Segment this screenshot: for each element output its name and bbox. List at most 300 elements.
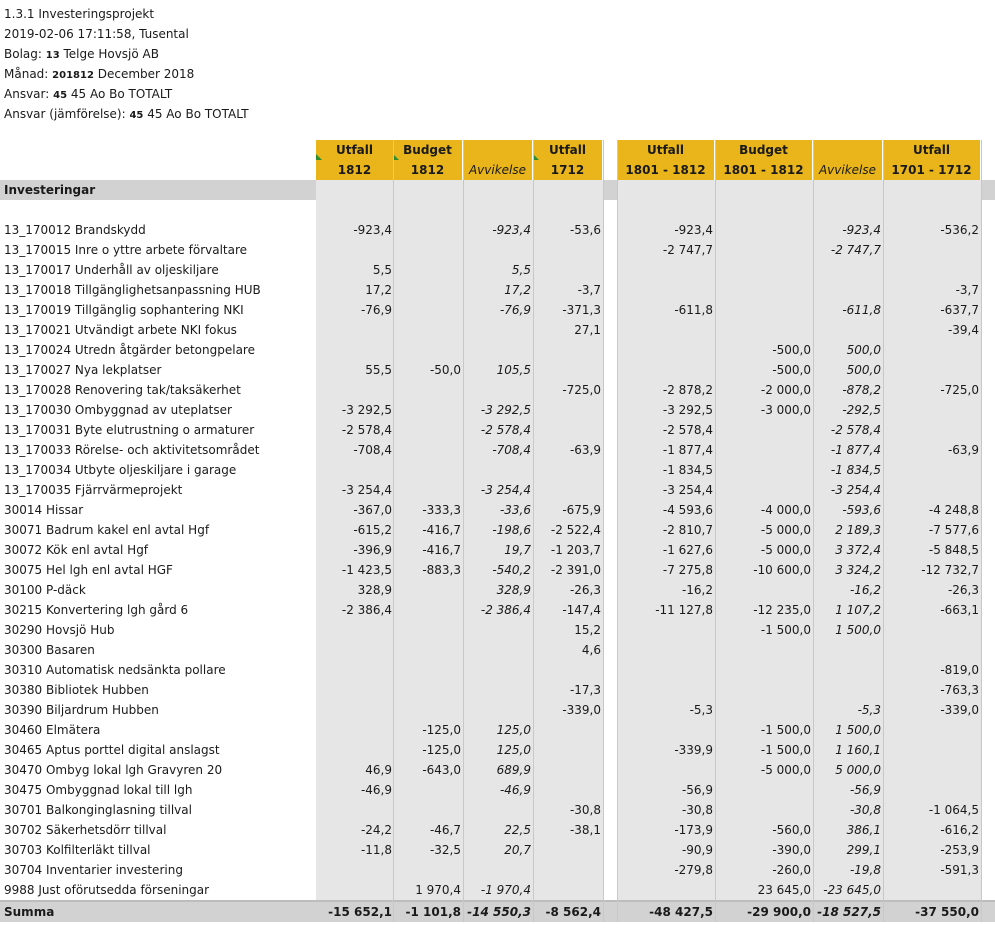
value-cell (393, 440, 463, 460)
value-cell: -1 101,8 (405, 905, 461, 919)
value-cell (533, 660, 603, 680)
value-cell: -56,9 (849, 783, 881, 797)
value-cell: 46,9 (365, 763, 392, 777)
value-cell (813, 640, 883, 660)
table-row (0, 240, 995, 260)
value-cell (883, 460, 981, 480)
value-cell (533, 400, 603, 420)
column-shade (617, 200, 715, 220)
value-cell (715, 700, 813, 720)
value-cell: -3 254,4 (341, 483, 392, 497)
value-cell: -1 500,0 (760, 743, 811, 757)
value-cell: -37 550,0 (915, 905, 979, 919)
column-header (813, 140, 883, 160)
table-row (0, 360, 995, 380)
value-cell: -367,0 (353, 503, 392, 517)
table-row (0, 860, 995, 880)
value-cell: -2 000,0 (760, 383, 811, 397)
row-label: 30014 Hissar (4, 503, 84, 517)
value-cell: -17,3 (569, 683, 601, 697)
value-cell: -33,6 (499, 503, 531, 517)
value-cell (617, 620, 715, 640)
value-cell (533, 460, 603, 480)
value-cell (715, 680, 813, 700)
value-cell (393, 260, 463, 280)
value-cell (463, 320, 533, 340)
value-cell: -4 000,0 (760, 503, 811, 517)
column-header: 1712 (533, 160, 603, 180)
value-cell (463, 860, 533, 880)
column-header: 1812 (393, 160, 463, 180)
value-cell (715, 240, 813, 260)
value-cell (715, 580, 813, 600)
column-header: Utfall (316, 140, 394, 160)
row-label: 13_170027 Nya lekplatser (4, 363, 162, 377)
value-cell (883, 240, 981, 260)
value-cell (617, 340, 715, 360)
row-label: 13_170012 Brandskydd (4, 223, 146, 237)
value-cell (393, 280, 463, 300)
value-cell: -923,4 (674, 223, 713, 237)
value-cell: -611,8 (674, 303, 713, 317)
value-cell: -923,4 (353, 223, 392, 237)
value-cell: -3,7 (577, 283, 601, 297)
value-cell: -16,2 (849, 583, 881, 597)
value-cell: -16,2 (681, 583, 713, 597)
value-cell: -637,7 (940, 303, 979, 317)
value-cell: -339,0 (940, 703, 979, 717)
table-row (0, 680, 995, 700)
value-cell: -29 900,0 (747, 905, 811, 919)
value-cell (715, 780, 813, 800)
row-label: 30465 Aptus porttel digital anslagst (4, 743, 220, 757)
value-cell: -5 000,0 (760, 543, 811, 557)
value-cell: -279,8 (674, 863, 713, 877)
table-row (0, 740, 995, 760)
table-row (0, 660, 995, 680)
table-row (0, 840, 995, 860)
value-cell: -46,7 (429, 823, 461, 837)
manad-label: Månad: (4, 67, 49, 81)
value-cell: 1 500,0 (835, 723, 881, 737)
column-separator (715, 140, 716, 922)
value-cell: -663,1 (940, 603, 979, 617)
value-cell: -2 386,4 (341, 603, 392, 617)
value-cell: -253,9 (940, 843, 979, 857)
column-shade (883, 180, 981, 200)
table-row (0, 440, 995, 460)
row-label: 30703 Kolfilterläkt tillval (4, 843, 151, 857)
row-label: 30215 Konvertering lgh gård 6 (4, 603, 189, 617)
value-cell: 1 107,2 (835, 603, 881, 617)
column-header: 1801 - 1812 (715, 160, 813, 180)
value-cell (883, 760, 981, 780)
value-cell: 125,0 (496, 743, 531, 757)
value-cell (883, 880, 981, 900)
value-cell (316, 340, 394, 360)
row-label: 13_170030 Ombyggnad av uteplatser (4, 403, 232, 417)
value-cell (393, 300, 463, 320)
value-cell: 27,1 (574, 323, 601, 337)
value-cell: -1 834,5 (662, 463, 713, 477)
column-header: Utfall (883, 140, 981, 160)
column-shade (715, 180, 813, 200)
table-row (0, 380, 995, 400)
value-cell: -63,9 (947, 443, 979, 457)
value-cell: 328,9 (496, 583, 531, 597)
table-row (0, 460, 995, 480)
column-header: Utfall (533, 140, 603, 160)
value-cell (393, 620, 463, 640)
table-row (0, 220, 995, 240)
table-row (0, 280, 995, 300)
value-cell: 328,9 (357, 583, 392, 597)
value-cell: -63,9 (569, 443, 601, 457)
value-cell (617, 640, 715, 660)
value-cell: -3 292,5 (480, 403, 531, 417)
manad-code: 201812 (52, 70, 94, 81)
table-row (0, 800, 995, 820)
value-cell (533, 720, 603, 740)
column-header: Avvikelse (813, 160, 883, 180)
value-cell (813, 320, 883, 340)
row-label: 13_170028 Renovering tak/taksäkerhet (4, 383, 241, 397)
value-cell: -2 391,0 (550, 563, 601, 577)
column-header: Budget (393, 140, 463, 160)
manad-name: December 2018 (97, 67, 195, 81)
value-cell: -2 747,7 (830, 243, 881, 257)
value-cell: -1 627,6 (662, 543, 713, 557)
row-label: 13_170033 Rörelse- och aktivitetsområdet (4, 443, 260, 457)
column-shade (533, 180, 603, 200)
value-cell (617, 280, 715, 300)
value-cell: -7 577,6 (928, 523, 979, 537)
value-cell: 299,1 (846, 843, 881, 857)
value-cell (715, 440, 813, 460)
value-cell: -2 747,7 (662, 243, 713, 257)
value-cell: -416,7 (422, 543, 461, 557)
value-cell: -76,9 (499, 303, 531, 317)
column-shade (715, 200, 813, 220)
value-cell: -725,0 (562, 383, 601, 397)
value-cell: 2 189,3 (835, 523, 881, 537)
column-shade (393, 180, 463, 200)
value-cell: -90,9 (681, 843, 713, 857)
column-separator (981, 140, 982, 922)
value-cell: -339,9 (674, 743, 713, 757)
value-cell: -615,2 (353, 523, 392, 537)
column-separator (603, 140, 604, 922)
header-row-top (0, 140, 995, 160)
value-cell: -333,3 (422, 503, 461, 517)
value-cell (393, 860, 463, 880)
row-label: 30310 Automatisk nedsänkta pollare (4, 663, 226, 677)
value-cell (533, 760, 603, 780)
column-separator (533, 140, 534, 922)
value-cell: -18 527,5 (817, 905, 881, 919)
value-cell (393, 680, 463, 700)
table-row (0, 400, 995, 420)
value-cell: -4 248,8 (928, 503, 979, 517)
value-cell: -260,0 (772, 863, 811, 877)
value-cell: 15,2 (574, 623, 601, 637)
value-cell (617, 760, 715, 780)
value-cell (463, 340, 533, 360)
table-row (0, 300, 995, 320)
value-cell: -2 810,7 (662, 523, 713, 537)
value-cell: -1 970,4 (480, 883, 531, 897)
value-cell (883, 780, 981, 800)
value-cell: -30,8 (569, 803, 601, 817)
column-shade (463, 200, 533, 220)
bolag-name: Telge Hovsjö AB (63, 47, 159, 61)
row-label: 30071 Badrum kakel enl avtal Hgf (4, 523, 210, 537)
value-cell: -2 386,4 (480, 603, 531, 617)
row-label: 30300 Basaren (4, 643, 95, 657)
value-cell: 125,0 (496, 723, 531, 737)
value-cell: -643,0 (422, 763, 461, 777)
value-cell (715, 640, 813, 660)
value-cell: -923,4 (492, 223, 531, 237)
value-cell (533, 860, 603, 880)
value-cell: -591,3 (940, 863, 979, 877)
table-row (0, 560, 995, 580)
value-cell: -3 292,5 (341, 403, 392, 417)
value-cell: -12 732,7 (921, 563, 979, 577)
value-cell (533, 840, 603, 860)
value-cell (533, 740, 603, 760)
table-row (0, 540, 995, 560)
row-label: 13_170035 Fjärrvärmeprojekt (4, 483, 183, 497)
value-cell: -38,1 (569, 823, 601, 837)
value-cell (316, 320, 394, 340)
row-label: 13_170034 Utbyte oljeskiljare i garage (4, 463, 237, 477)
column-header: 1801 - 1812 (617, 160, 715, 180)
value-cell (316, 240, 394, 260)
value-cell: -147,4 (562, 603, 601, 617)
ansvar-label: Ansvar: (4, 87, 50, 101)
value-cell: -725,0 (940, 383, 979, 397)
value-cell (316, 680, 394, 700)
value-cell: -5 000,0 (760, 763, 811, 777)
value-cell: -593,6 (842, 503, 881, 517)
value-cell: -4 593,6 (662, 503, 713, 517)
value-cell (715, 480, 813, 500)
spacer-row (0, 200, 995, 220)
value-cell: -1 877,4 (662, 443, 713, 457)
value-cell: 5 000,0 (835, 763, 881, 777)
ansvar-jmf-code: 45 (129, 110, 144, 121)
row-label: 30380 Bibliotek Hubben (4, 683, 149, 697)
row-label: 30704 Inventarier investering (4, 863, 183, 877)
report-meta (4, 4, 249, 124)
table-row (0, 620, 995, 640)
value-cell: 19,7 (504, 543, 531, 557)
table-row (0, 760, 995, 780)
value-cell: -1 500,0 (760, 723, 811, 737)
value-cell (463, 380, 533, 400)
value-cell: -883,3 (422, 563, 461, 577)
value-cell: -416,7 (422, 523, 461, 537)
value-cell (463, 700, 533, 720)
value-cell (316, 640, 394, 660)
row-label: 30290 Hovsjö Hub (4, 623, 115, 637)
value-cell: -56,9 (681, 783, 713, 797)
value-cell: -2 578,4 (830, 423, 881, 437)
value-cell (316, 740, 394, 760)
value-cell: -7 275,8 (662, 563, 713, 577)
value-cell (393, 380, 463, 400)
value-cell: 17,2 (365, 283, 392, 297)
value-cell: -1 834,5 (830, 463, 881, 477)
value-cell (393, 320, 463, 340)
value-cell: -8 562,4 (545, 905, 601, 919)
table-row (0, 520, 995, 540)
column-header: 1701 - 1712 (883, 160, 981, 180)
value-cell (316, 800, 394, 820)
value-cell: -5 848,5 (928, 543, 979, 557)
value-cell: -616,2 (940, 823, 979, 837)
value-cell (533, 420, 603, 440)
table-row (0, 820, 995, 840)
value-cell: -26,3 (947, 583, 979, 597)
row-label: 30075 Hel lgh enl avtal HGF (4, 563, 173, 577)
row-label: 30702 Säkerhetsdörr tillval (4, 823, 167, 837)
value-cell: -560,0 (772, 823, 811, 837)
value-cell (463, 640, 533, 660)
table-row (0, 500, 995, 520)
table-row (0, 480, 995, 500)
value-cell (393, 600, 463, 620)
row-label: 30475 Ombyggnad lokal till lgh (4, 783, 193, 797)
value-cell: -1 423,5 (341, 563, 392, 577)
value-cell: 4,6 (581, 643, 601, 657)
column-shade (617, 180, 715, 200)
value-cell (533, 360, 603, 380)
value-cell: 500,0 (846, 363, 881, 377)
ansvar-name: 45 Ao Bo TOTALT (70, 87, 173, 101)
value-cell (883, 400, 981, 420)
column-separator (463, 140, 464, 922)
table-row (0, 420, 995, 440)
value-cell: -675,9 (562, 503, 601, 517)
value-cell: -500,0 (772, 363, 811, 377)
value-cell: -3 254,4 (830, 483, 881, 497)
value-cell (393, 700, 463, 720)
value-cell: 22,5 (504, 823, 531, 837)
value-cell (715, 420, 813, 440)
ansvar-jmf-line (4, 104, 249, 124)
value-cell (883, 340, 981, 360)
value-cell (883, 620, 981, 640)
value-cell (715, 220, 813, 240)
value-cell: -2 578,4 (662, 423, 713, 437)
value-cell: -2 878,2 (662, 383, 713, 397)
column-shade (883, 200, 981, 220)
column-header: Avvikelse (463, 160, 533, 180)
value-cell: -1 064,5 (928, 803, 979, 817)
value-cell: -540,2 (492, 563, 531, 577)
table-row (0, 640, 995, 660)
value-cell (883, 480, 981, 500)
value-cell: -2 522,4 (550, 523, 601, 537)
value-cell: -30,8 (681, 803, 713, 817)
value-cell: -819,0 (940, 663, 979, 677)
value-cell (883, 740, 981, 760)
value-cell: -536,2 (940, 223, 979, 237)
value-cell: 1 970,4 (415, 883, 461, 897)
header-row-bottom (0, 160, 995, 180)
summa-row (0, 900, 995, 922)
value-cell: -125,0 (422, 743, 461, 757)
value-cell (463, 240, 533, 260)
value-cell: -76,9 (360, 303, 392, 317)
table-row (0, 340, 995, 360)
value-cell: -708,4 (353, 443, 392, 457)
bolag-code: 13 (45, 50, 60, 61)
value-cell (316, 380, 394, 400)
value-cell: -371,3 (562, 303, 601, 317)
section-header (0, 180, 995, 200)
value-cell: -10 600,0 (753, 563, 811, 577)
value-cell: 23 645,0 (757, 883, 811, 897)
value-cell: -5 000,0 (760, 523, 811, 537)
column-header: Budget (715, 140, 813, 160)
column-header (463, 140, 533, 160)
row-label: 13_170018 Tillgänglighetsanpassning HUB (4, 283, 261, 297)
value-cell: 20,7 (504, 843, 531, 857)
value-cell (813, 260, 883, 280)
value-cell: 3 324,2 (835, 563, 881, 577)
value-cell (715, 260, 813, 280)
bolag-label: Bolag: (4, 47, 42, 61)
value-cell: 500,0 (846, 343, 881, 357)
value-cell (715, 460, 813, 480)
value-cell (533, 340, 603, 360)
value-cell: -32,5 (429, 843, 461, 857)
column-header: Utfall (617, 140, 715, 160)
value-cell: -46,9 (499, 783, 531, 797)
column-shade (393, 200, 463, 220)
value-cell (715, 280, 813, 300)
value-cell: -3 254,4 (662, 483, 713, 497)
value-cell (715, 300, 813, 320)
value-cell (316, 660, 394, 680)
value-cell: -48 427,5 (649, 905, 713, 919)
row-label: 13_170015 Inre o yttre arbete förvaltare (4, 243, 248, 257)
value-cell: -2 578,4 (341, 423, 392, 437)
value-cell (617, 360, 715, 380)
value-cell (533, 880, 603, 900)
value-cell: -198,6 (492, 523, 531, 537)
table-row (0, 260, 995, 280)
value-cell (463, 620, 533, 640)
value-cell (393, 240, 463, 260)
table-row (0, 880, 995, 900)
value-cell: -173,9 (674, 823, 713, 837)
value-cell (316, 700, 394, 720)
value-cell (533, 480, 603, 500)
row-label: 30072 Kök enl avtal Hgf (4, 543, 149, 557)
value-cell (617, 720, 715, 740)
row-label: 13_170019 Tillgänglig sophantering NKI (4, 303, 244, 317)
value-cell: 1 160,1 (835, 743, 881, 757)
value-cell: 5,5 (372, 263, 392, 277)
bolag-line (4, 44, 249, 64)
value-cell: -339,0 (562, 703, 601, 717)
value-cell (393, 420, 463, 440)
value-cell: -1 500,0 (760, 623, 811, 637)
